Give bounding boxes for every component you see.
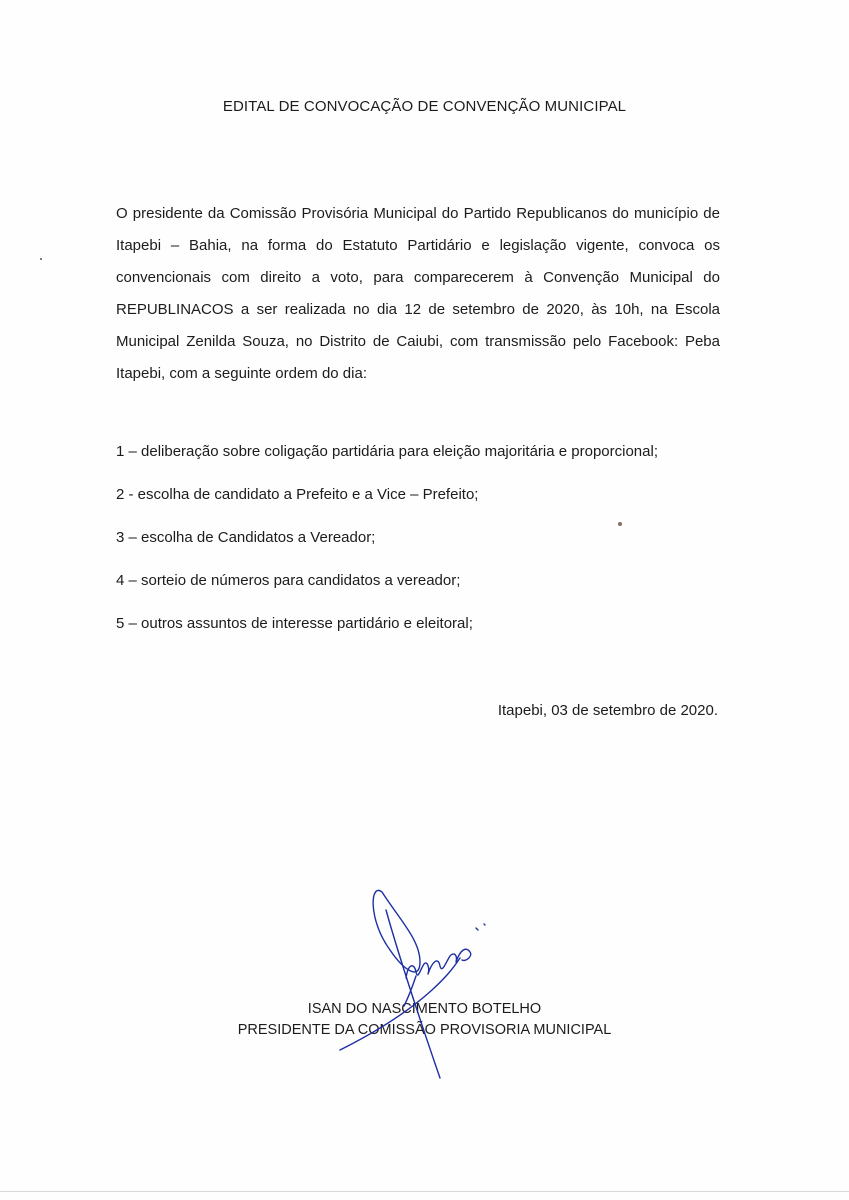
signatory-role: PRESIDENTE DA COMISSÃO PROVISORIA MUNICIPAL — [237, 1022, 612, 1038]
signatory-name: ISAN DO NASCIMENTO BOTELHO — [307, 1001, 542, 1017]
agenda-item: 4 – sorteio de números para candidatos a vereador; — [116, 572, 461, 589]
agenda-item: 2 - escolha de candidato a Prefeito e a Vice – Prefeito; — [116, 486, 479, 503]
agenda-item: 1 – deliberação sobre coligação partidária para eleição majoritária e proporcional; — [116, 443, 658, 460]
agenda-item: 3 – escolha de Candidatos a Vereador; — [116, 529, 376, 546]
scan-edge-line — [0, 1191, 849, 1192]
handwritten-signature — [320, 880, 510, 1090]
paper-speck — [618, 522, 622, 526]
date-line: Itapebi, 03 de setembro de 2020. — [497, 702, 718, 719]
paper-speck — [40, 258, 42, 260]
body-paragraph: O presidente da Comissão Provisória Municipal do Partido Republicanos do município de Itapebi – Bahia, na forma do Estatuto Partidário e legislação vigente, convoca os convencionais com direito a voto, para comparecerem à Convenção Municipal do REPUBLINACOS a ser realizada no dia 12 de setembro de 2020, às 10h, na Escola Municipal Zenilda Souza, no Distrito de Caiubi, com transmissão pelo Facebook: Peba Itapebi, com a seguinte ordem do dia: — [116, 205, 720, 382]
agenda-item: 5 – outros assuntos de interesse partidário e eleitoral; — [116, 615, 473, 632]
document-title: EDITAL DE CONVOCAÇÃO DE CONVENÇÃO MUNICIPAL — [222, 98, 627, 115]
